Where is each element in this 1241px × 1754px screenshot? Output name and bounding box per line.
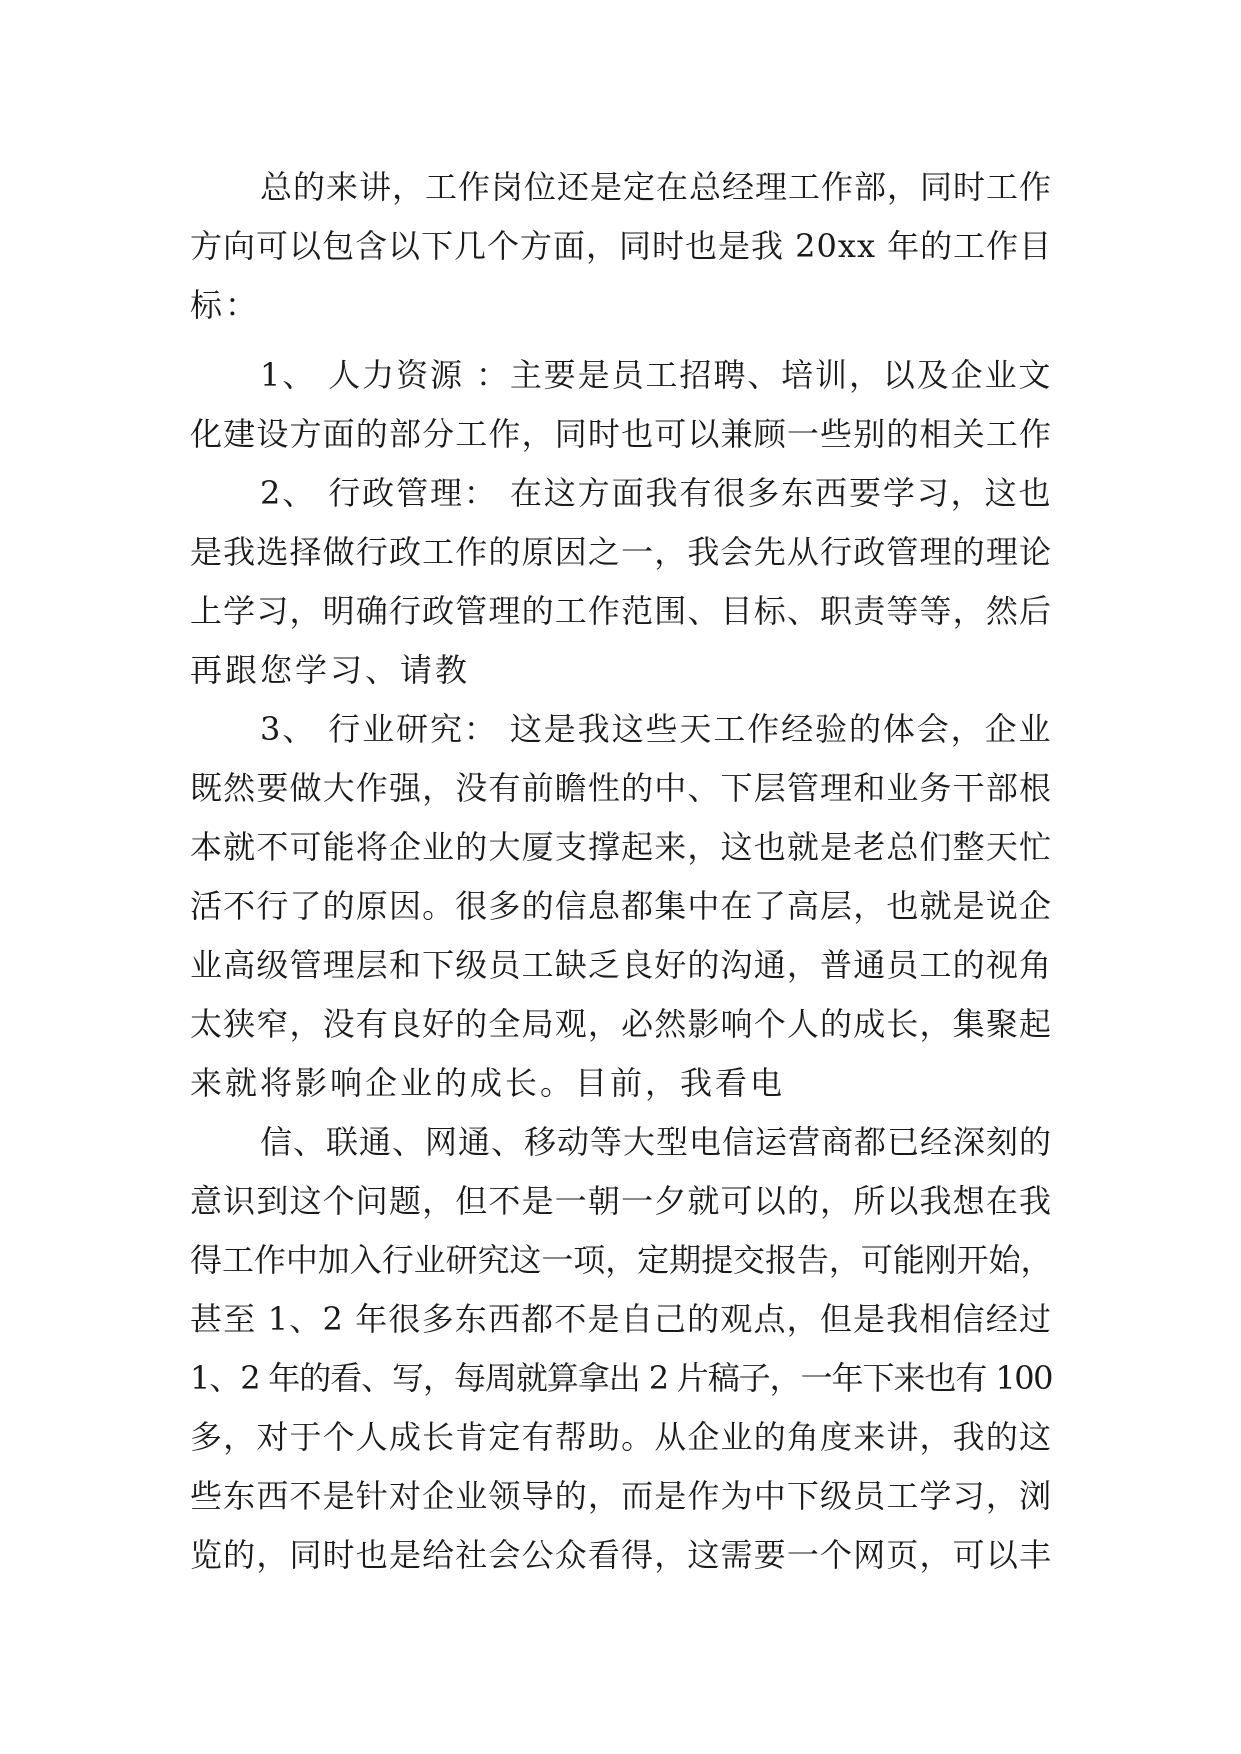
paragraph-2-line-1: 信、联通、网通、移动等大型电信运营商都已经深刻的 [260,1123,1053,1161]
paragraph-1-line-1: 总的来讲，工作岗位还是定在总经理工作部，同时工作 [260,168,1053,206]
paragraph-2-line-4: 甚至 1、2 年很多东西都不是自己的观点，但是我相信经过 [190,1300,1052,1338]
item-2-line-2: 是我选择做行政工作的原因之一，我会先从行政管理的理论 [190,533,1052,571]
item-3-line-6: 太狭窄，没有良好的全局观，必然影响个人的成长，集聚起 [190,1005,1052,1043]
paragraph-2-line-6: 多，对于个人成长肯定有帮助。从企业的角度来讲，我的这 [190,1418,1052,1456]
paragraph-2-line-5: 1、2 年的看、写，每周就算拿出 2 片稿子，一年下来也有 100 [190,1359,1052,1397]
item-3-line-4: 活不行了的原因。很多的信息都集中在了高层，也就是说企 [190,887,1052,925]
item-3-line-1: 3、 行业研究： 这是我这些天工作经验的体会，企业 [260,710,1052,748]
item-2-line-4: 再跟您学习、请教 [190,651,471,689]
paragraph-1-line-2: 方向可以包含以下几个方面，同时也是我 20xx 年的工作目 [190,227,1053,265]
item-3-line-3: 本就不可能将企业的大厦支撑起来，这也就是老总们整天忙 [190,828,1052,866]
item-1-line-1: 1、 人力资源 ：主要是员工招聘、培训，以及企业文 [260,356,1052,394]
item-3-line-2: 既然要做大作强，没有前瞻性的中、下层管理和业务干部根 [190,769,1052,807]
paragraph-2-line-3: 得工作中加入行业研究这一项，定期提交报告，可能刚开始， [190,1241,1052,1279]
paragraph-2-line-8: 览的，同时也是给社会公众看得，这需要一个网页，可以丰 [190,1536,1052,1574]
paragraph-2-line-7: 些东西不是针对企业领导的，而是作为中下级员工学习，浏 [190,1477,1052,1515]
item-2-line-1: 2、 行政管理： 在这方面我有很多东西要学习，这也 [260,474,1052,512]
item-2-line-3: 上学习，明确行政管理的工作范围、目标、职责等等，然后 [190,592,1052,630]
paragraph-1-line-3: 标： [190,286,261,324]
item-3-line-7: 来就将影响企业的成长。目前，我看电 [190,1064,786,1102]
item-3-line-5: 业高级管理层和下级员工缺乏良好的沟通，普通员工的视角 [190,946,1052,984]
paragraph-2-line-2: 意识到这个问题，但不是一朝一夕就可以的，所以我想在我 [190,1182,1052,1220]
item-1-line-2: 化建设方面的部分工作，同时也可以兼顾一些别的相关工作 [190,415,1052,453]
document-body [190,158,1052,1585]
